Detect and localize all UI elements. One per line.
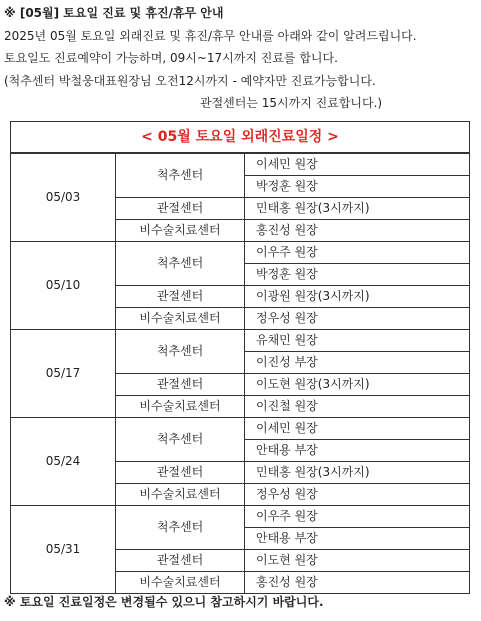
doctor-cell: 이광원 원장(3시까지)	[245, 286, 470, 308]
doctor-cell: 민태홍 원장(3시까지)	[245, 462, 470, 484]
doctor-cell: 안태용 부장	[245, 528, 470, 550]
doctor-cell: 안태용 부장	[245, 440, 470, 462]
doctor-cell: 민태홍 원장(3시까지)	[245, 198, 470, 220]
doctor-cell: 박정훈 원장	[245, 176, 470, 198]
notice-line: 관절센터는 15시까지 진료합니다.)	[200, 96, 383, 110]
doctor-cell: 홍진성 원장	[245, 572, 470, 594]
doctor-cell: 이우주 원장	[245, 506, 470, 528]
date-cell: 05/24	[11, 418, 116, 506]
dept-cell: 비수술치료센터	[116, 572, 245, 594]
doctor-cell: 이도현 원장	[245, 550, 470, 572]
doctor-cell: 박정훈 원장	[245, 264, 470, 286]
doctor-cell: 이도현 원장(3시까지)	[245, 374, 470, 396]
dept-cell: 관절센터	[116, 198, 245, 220]
dept-cell: 관절센터	[116, 462, 245, 484]
date-cell: 05/10	[11, 242, 116, 330]
doctor-cell: 정우성 원장	[245, 484, 470, 506]
notice-intro	[4, 2, 479, 115]
doctor-cell: 유채민 원장	[245, 330, 470, 352]
dept-cell: 관절센터	[116, 374, 245, 396]
date-cell: 05/03	[11, 153, 116, 242]
dept-cell: 척추센터	[116, 153, 245, 198]
notice-title: ※ [05월] 토요일 진료 및 휴진/휴무 안내	[4, 6, 224, 20]
date-cell: 05/31	[11, 506, 116, 594]
dept-cell: 척추센터	[116, 418, 245, 462]
dept-cell: 척추센터	[116, 242, 245, 286]
dept-cell: 척추센터	[116, 506, 245, 550]
table-header-row	[11, 122, 470, 154]
date-cell: 05/17	[11, 330, 116, 418]
dept-cell: 비수술치료센터	[116, 396, 245, 418]
doctor-cell: 이진성 부장	[245, 352, 470, 374]
dept-cell: 관절센터	[116, 550, 245, 572]
doctor-cell: 이세민 원장	[245, 418, 470, 440]
dept-cell: 비수술치료센터	[116, 220, 245, 242]
notice-line: 2025년 05월 토요일 외래진료 및 휴진/휴무 안내를 아래와 같이 알려드립니다.	[4, 28, 417, 43]
doctor-cell: 홍진성 원장	[245, 220, 470, 242]
doctor-cell: 정우성 원장	[245, 308, 470, 330]
table-row	[11, 330, 470, 352]
table-row	[11, 242, 470, 264]
footer-note: ※ 토요일 진료일정은 변경될수 있으니 참고하시기 바랍니다.	[4, 595, 324, 609]
schedule-table	[10, 121, 470, 594]
table-row	[11, 506, 470, 528]
doctor-cell: 이세민 원장	[245, 153, 470, 176]
notice-line: (척추센터 박철웅대표원장님 오전12시까지 - 예약자만 진료가능합니다.	[4, 73, 376, 88]
dept-cell: 관절센터	[116, 286, 245, 308]
dept-cell: 척추센터	[116, 330, 245, 374]
notice-line: 토요일도 진료예약이 가능하며, 09시~17시까지 진료를 합니다.	[4, 51, 338, 65]
dept-cell: 비수술치료센터	[116, 484, 245, 506]
table-row	[11, 153, 470, 176]
doctor-cell: 이진철 원장	[245, 396, 470, 418]
table-row	[11, 418, 470, 440]
table-title: < 05월 토요일 외래진료일정 >	[11, 122, 470, 154]
dept-cell: 비수술치료센터	[116, 308, 245, 330]
doctor-cell: 이우주 원장	[245, 242, 470, 264]
